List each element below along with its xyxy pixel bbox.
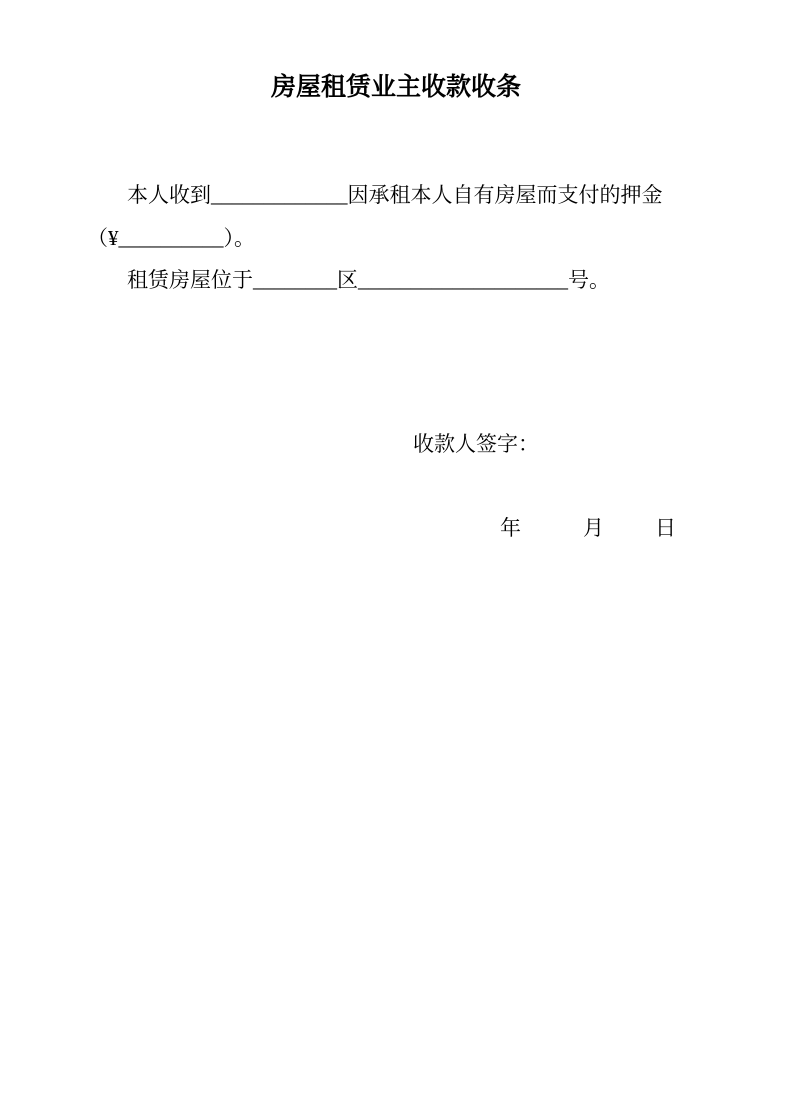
date-year-label: 年 xyxy=(500,516,521,540)
body-line-received-deposit: 本人收到_____________因承租本人自有房屋而支付的押金 xyxy=(127,183,663,207)
body-line-property-address: 租赁房屋位于________区____________________号。 xyxy=(127,268,610,292)
body-line-amount-blank: （¥__________）。 xyxy=(87,226,255,250)
date-day-label: 日 xyxy=(655,516,676,540)
page-title: 房屋租赁业主收款收条 xyxy=(270,74,521,101)
date-month-label: 月 xyxy=(583,516,604,540)
payee-signature-label: 收款人签字： xyxy=(413,432,539,456)
